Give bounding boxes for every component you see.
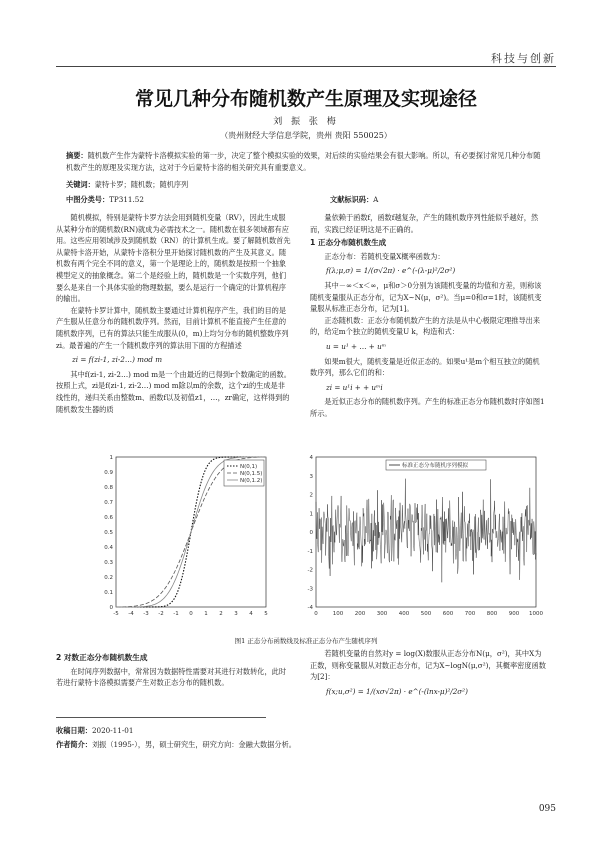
x-tick-label: 1 <box>204 611 208 617</box>
x-tick-label: 300 <box>376 611 388 617</box>
header-rule <box>56 66 556 67</box>
random-series-plot <box>308 455 544 617</box>
received-date <box>56 724 556 738</box>
x-tick-label: 0 <box>189 611 193 617</box>
y-tick-label: -1 <box>307 548 313 555</box>
x-tick-label: -3 <box>143 611 149 617</box>
y-tick-label: -3 <box>307 586 313 593</box>
paragraph: 如果m很大，随机变量是近似正态的。如果u¹是m个相互独立的随机数序列，那么它们的和： <box>310 356 540 378</box>
left-column-lower <box>56 650 292 689</box>
x-tick-label: 5 <box>264 611 268 617</box>
y-tick-label: -4 <box>307 605 313 611</box>
x-tick-label: 1000 <box>529 611 543 617</box>
legend-entry: N(0,1) <box>240 464 258 470</box>
y-tick-label: 0.7 <box>104 500 113 506</box>
y-tick-label: 0.6 <box>104 515 113 521</box>
clc-number <box>66 195 144 205</box>
x-tick-label: 100 <box>332 611 344 617</box>
y-tick-label: 1 <box>309 511 313 518</box>
y-tick-label: 0.3 <box>104 560 113 566</box>
x-tick-label: 400 <box>398 611 410 617</box>
paragraph: 随机模拟，特别是蒙特卡罗方法会用到随机变量（RV），因此生成服从某种分布的随机数(RN)就成为必需技术之一。随机数在很多领域都有应用。这些应用领域涉及到随机数（RN）的计算机生成。要了解随机数首先从蒙特卡洛开始，从蒙特卡洛积分里开始探讨随机数的产生及其意义。随机数有两个完全不同的意义，第一个是理论上的，随机数是按照一个抽象模型定义的抽象概念。第二个是经验上的，随机数是一个实数序列，他们要么是来自一个具体实验的物理数据，要么是运行一个确定的计算机程序的输出。 <box>56 213 291 304</box>
keywords-label: 关键词： <box>66 180 95 189</box>
x-tick-label: 2 <box>219 611 223 617</box>
author-bio-value: 刘振（1995-），男，硕士研究生，研究方向：金融大数据分析。 <box>91 740 296 749</box>
figure-1 <box>56 453 546 623</box>
section-heading: 2 对数正态分布随机数生成 <box>56 653 148 662</box>
paragraph: 若随机变量的自然对y = log(X)数服从正态分布N(μ，σ²)，其中X为正数，则称变量服从对数正态分布，记为X~logN(μ,σ²)，其概率密度函数为[2]： <box>310 649 546 682</box>
equation: f(x;u,σ²) = 1/(xσ√2π) · e^(-(lnx-μ)²/2σ²) <box>326 686 468 696</box>
y-tick-label: 0.8 <box>104 485 113 491</box>
x-tick-label: 800 <box>486 611 498 617</box>
y-tick-label: 2 <box>309 492 313 499</box>
footnotes <box>56 724 556 752</box>
author-bio <box>56 738 556 752</box>
keywords <box>66 180 544 190</box>
received-value: 2020-11-01 <box>91 726 134 735</box>
y-tick-label: 0 <box>309 530 313 536</box>
paragraph: 正态分布：若随机变量X概率函数为： <box>324 251 445 261</box>
abstract-text: 随机数产生作为蒙特卡洛模拟实验的第一步，决定了整个模拟实验的效果，对后续的实验结果会有很大影响。所以，有必要探讨常见几种分布随机数产生的原理及实现方法，这对于今后蒙特卡洛的相关研究具有重要意义。 <box>66 151 541 172</box>
keywords-text: 蒙特卡罗；随机数；随机序列 <box>94 180 189 189</box>
legend-entry: N(0,1.2) <box>240 478 263 484</box>
x-tick-label: 700 <box>464 611 476 617</box>
right-column-lower <box>310 648 546 700</box>
x-tick-label: 500 <box>420 611 432 617</box>
footnote-rule <box>56 717 266 718</box>
section-heading: 1 正态分布随机数生成 <box>310 238 387 248</box>
clc-value: TP311.52 <box>109 195 144 204</box>
y-tick-label: 0.5 <box>104 530 113 536</box>
clc-label: 中图分类号： <box>66 195 110 204</box>
cdf-plot <box>104 455 268 617</box>
page-number: 095 <box>538 804 556 814</box>
journal-section-tag: 科技与创新 <box>491 52 556 65</box>
legend-entry: N(0,1.5) <box>240 471 263 477</box>
x-tick-label: 3 <box>234 611 238 617</box>
paragraph: 其中f(zi-1, zi-2…) mod m是一个由最近的已得到r个数确定的函数。按照上式，zi是f(zi-1, zi-2…) mod m除以m的余数，这个zi的生成是非线性的，递归关系由整数m、函数f以及初值z1，…，zr确定，这样得到的随机数发生器的质 <box>56 369 291 414</box>
y-tick-label: -2 <box>307 567 313 574</box>
equation: u = u¹ + … + uᵐ <box>326 341 387 351</box>
abstract <box>66 150 544 174</box>
paragraph: 在蒙特卡罗计算中，随机数主要通过计算机程序产生，我们的目的是产生服从任意分布的随机数序列。然而，目前计算机不能直接产生任意的随机数序列，已有的算法只能生成服从(0，m)上均匀分布的随机整数序列zi。最普遍的产生一个随机数序列的算法用下面的方程描述 <box>56 305 289 350</box>
equation: f(λ;μ,σ) = 1/(σ√2π) · e^(-(λ-μ)²/2σ²) <box>326 266 456 276</box>
y-tick-label: 0.9 <box>104 470 113 476</box>
x-tick-label: -2 <box>158 611 164 617</box>
authors: 刘 振 张 梅 <box>273 117 339 127</box>
right-column <box>310 212 546 420</box>
legend-entry: 标准正态分布随机序列模拟 <box>402 463 469 469</box>
abstract-label: 摘要： <box>66 151 88 160</box>
affiliation: （贵州财经大学信息学院，贵州 贵阳 550025） <box>220 131 392 140</box>
x-tick-label: 900 <box>508 611 520 617</box>
doc-value: A <box>373 195 379 204</box>
x-tick-label: 4 <box>249 611 253 617</box>
author-bio-label: 作者简介： <box>56 740 92 749</box>
paragraph: 在时间序列数据中，常常因为数据特性需要对其进行对数转化，此时若进行蒙特卡洛模拟需要产生对数正态分布的随机数。 <box>56 666 287 688</box>
received-label: 收稿日期： <box>56 726 92 735</box>
doc-label: 文献标识码： <box>330 195 374 204</box>
y-tick-label: 0 <box>109 605 113 611</box>
y-tick-label: 3 <box>309 473 313 480</box>
doc-code <box>330 195 378 205</box>
paragraph: 其中－∞＜x＜∞，μ和σ＞0分别为该随机变量的均值和方差，则称该随机变量服从正态分布，记为X~N(μ，σ²)。当μ=0和σ=1时，该随机变量服从标准正态分布，记为[1]。 <box>310 280 542 314</box>
paragraph: 是近似正态分布的随机数序列。产生的标准正态分布随机数时序如图1所示。 <box>310 397 545 418</box>
x-tick-label: 600 <box>442 611 454 617</box>
y-tick-label: 0.2 <box>104 575 113 581</box>
x-tick-label: -5 <box>113 611 119 617</box>
paragraph: 量依赖于函数f，函数f越复杂，产生的随机数序列性能似乎越好，然而，实践已经证明这是不正确的。 <box>310 213 539 234</box>
paragraph: 正态随机数：正态分布随机数产生的方法是从中心极限定理推导出来的，给定m个独立的随机变量U k，构造和式： <box>310 315 541 337</box>
x-tick-label: -1 <box>173 611 179 617</box>
y-tick-label: 0.1 <box>104 590 113 596</box>
y-tick-label: 4 <box>309 455 313 461</box>
y-tick-label: 0.4 <box>104 545 113 551</box>
x-tick-label: 200 <box>354 611 366 617</box>
x-tick-label: -4 <box>128 611 134 617</box>
paper-title: 常见几种分布随机数产生原理及实现途径 <box>134 88 477 110</box>
cdf-legend <box>224 460 264 486</box>
equation: zi = u¹i + + uᵐi <box>326 382 383 392</box>
figure-caption: 图1 正态分布函数线及标准正态分布产生随机序列 <box>234 637 378 645</box>
left-column <box>56 212 292 415</box>
equation: zi = f(zi-1, zi-2…) mod m <box>72 355 163 365</box>
y-tick-label: 1 <box>109 455 113 461</box>
x-tick-label: 0 <box>314 611 318 617</box>
